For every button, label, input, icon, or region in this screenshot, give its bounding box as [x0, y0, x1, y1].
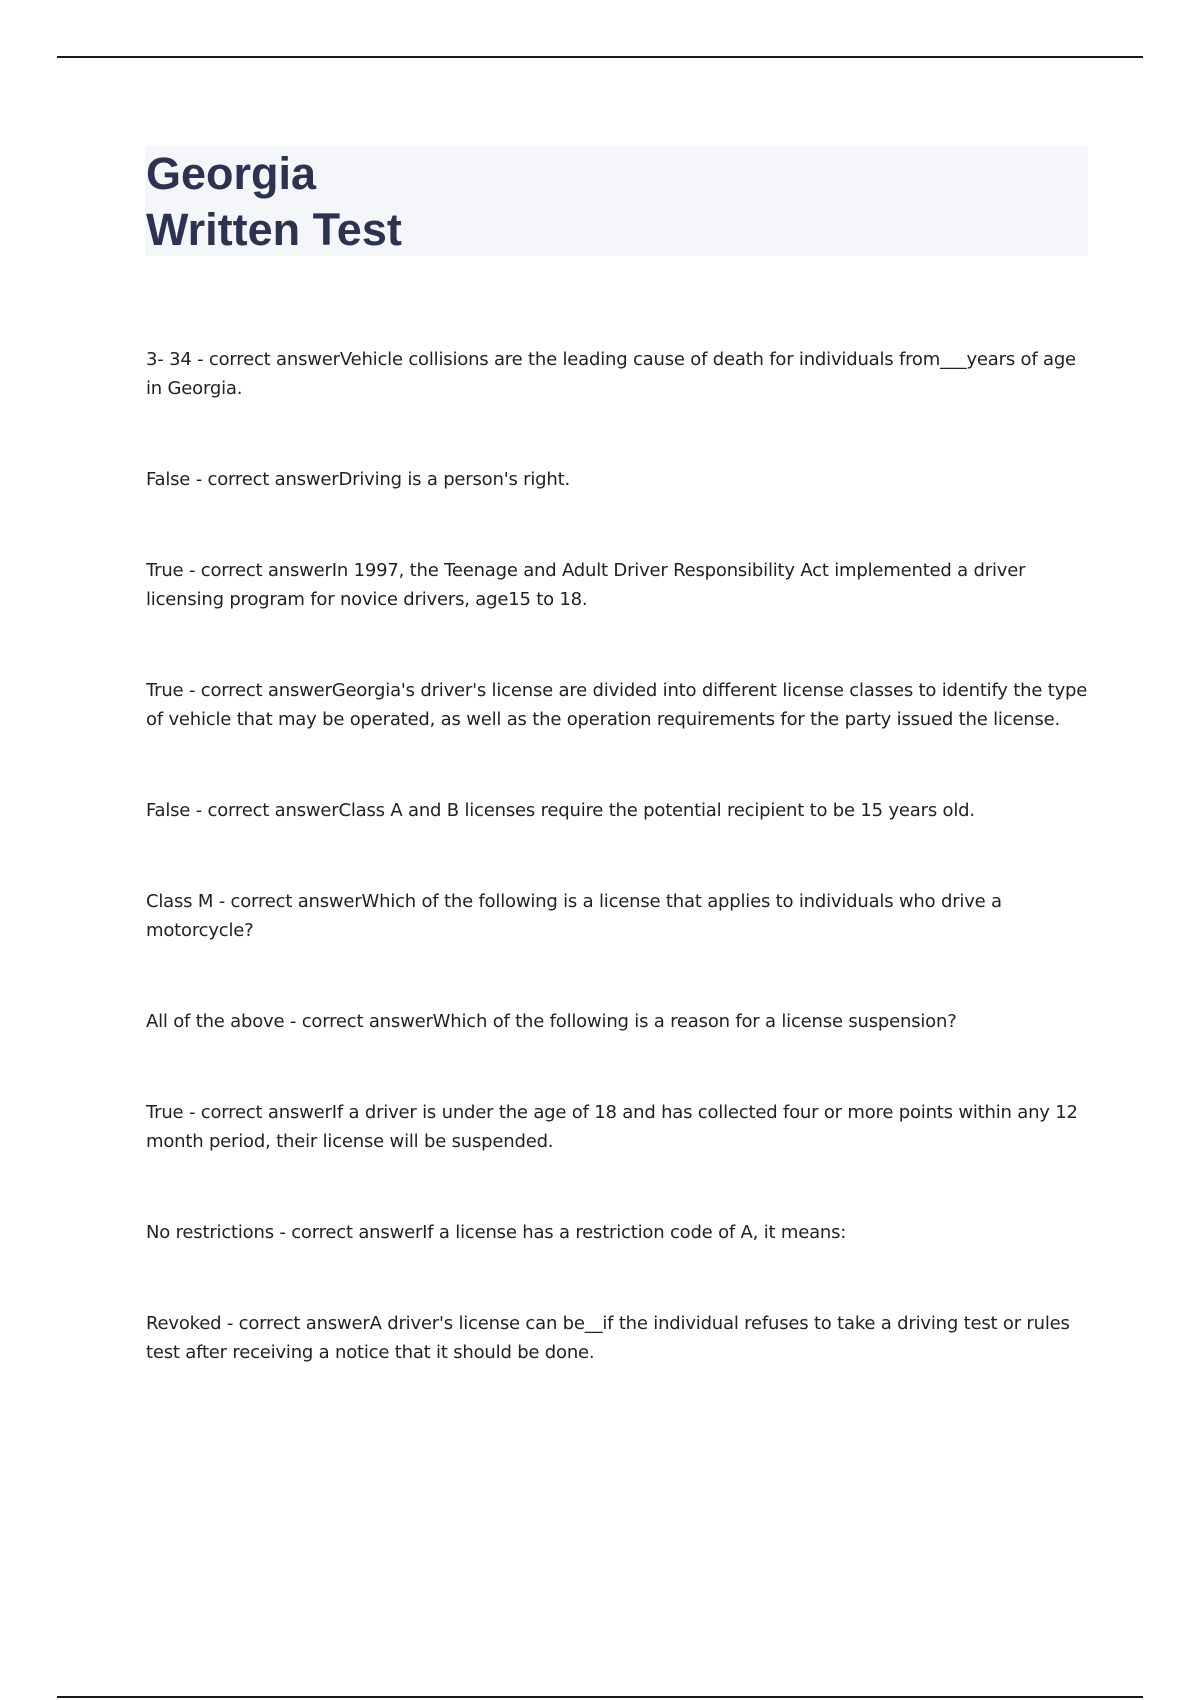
- document-title: [145, 146, 1088, 258]
- title-banner: [145, 146, 1088, 256]
- top-rule: [57, 56, 1143, 58]
- qa-item: True - correct answerGeorgia's driver's license are divided into different license classes to identify the type of vehicle that may be operated, as well as the operation requirements for the party issued the license.: [146, 680, 1088, 730]
- qa-item: Class M - correct answerWhich of the following is a license that applies to individuals who drive a motorcycle?: [146, 891, 1002, 941]
- qa-item: True - correct answerIn 1997, the Teenage and Adult Driver Responsibility Act implemented a driver licensing program for novice drivers, age15 to 18.: [146, 560, 1026, 610]
- qa-item: 3- 34 - correct answerVehicle collisions are the leading cause of death for individuals from___years of age in Georgia.: [146, 349, 1076, 399]
- qa-item: All of the above - correct answerWhich of the following is a reason for a license suspension?: [146, 1011, 957, 1032]
- title-line-2: Written Test: [146, 204, 402, 255]
- qa-item: Revoked - correct answerA driver's license can be__if the individual refuses to take a driving test or rules test after receiving a notice that it should be done.: [146, 1313, 1070, 1363]
- qa-item: False - correct answerDriving is a person's right.: [146, 469, 570, 490]
- title-line-1: Georgia: [146, 148, 317, 199]
- bottom-rule: [57, 1696, 1143, 1698]
- qa-list: [146, 345, 1096, 1367]
- qa-item: No restrictions - correct answerIf a license has a restriction code of A, it means:: [146, 1222, 847, 1243]
- qa-item: False - correct answerClass A and B licenses require the potential recipient to be 15 years old.: [146, 800, 975, 821]
- qa-item: True - correct answerIf a driver is under the age of 18 and has collected four or more points within any 12 month period, their license will be suspended.: [146, 1102, 1078, 1152]
